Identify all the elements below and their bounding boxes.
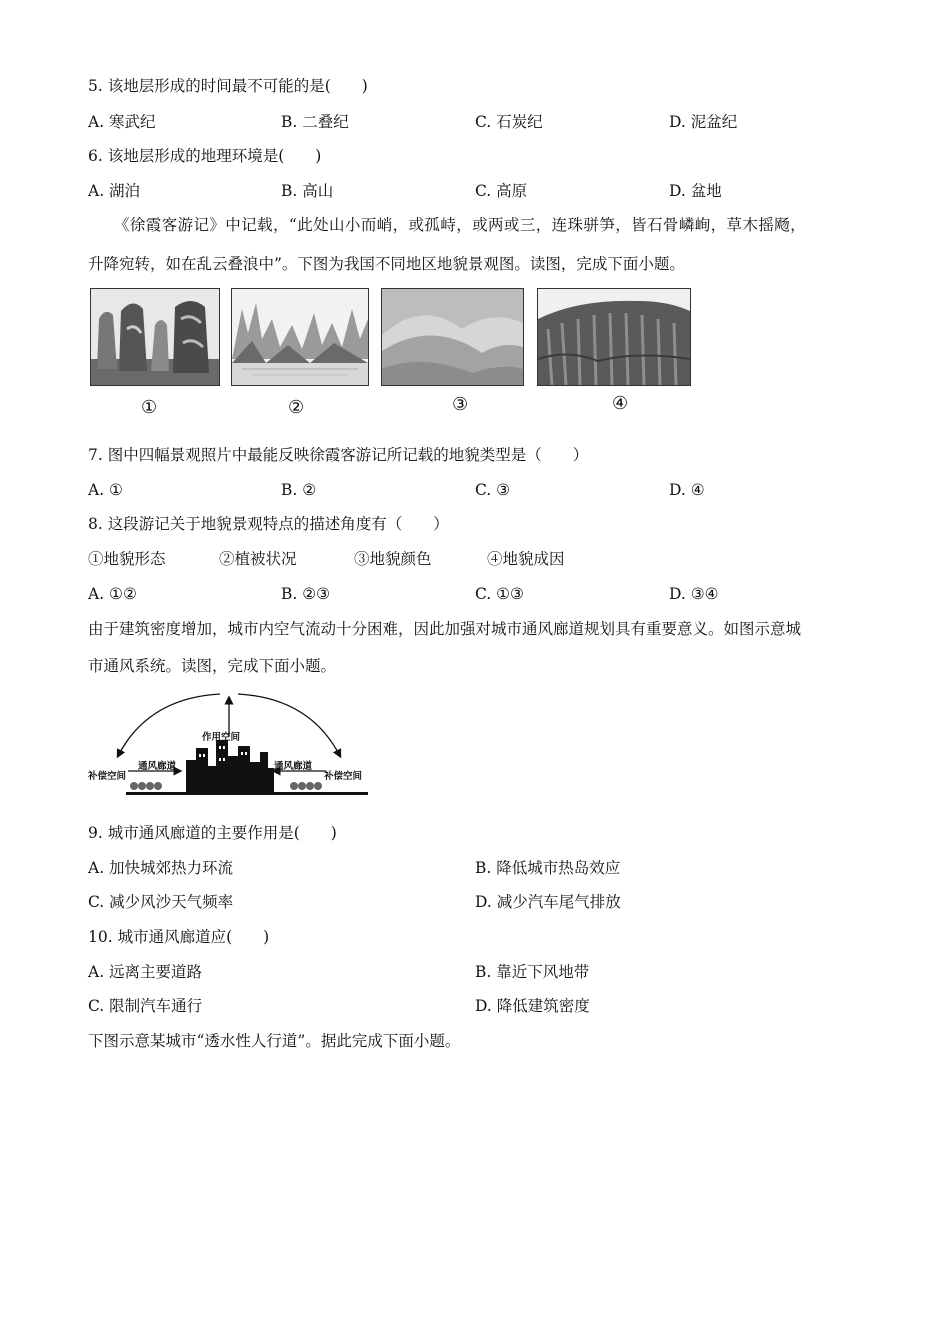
right-arc-arrow [238, 694, 340, 756]
q8-option-a: A. ①② [88, 585, 137, 603]
q8-item-3: ③地貌颜色 [354, 550, 432, 568]
ventilation-diagram [88, 686, 380, 798]
trees-left [130, 782, 162, 790]
q7-option-a: A. ① [88, 481, 123, 499]
landform-photo-3 [381, 288, 524, 386]
q10-option-a: A. 远离主要道路 [88, 963, 203, 981]
right-compensation-label: 补偿空间 [324, 771, 363, 782]
q8-item-2: ②植被状况 [219, 550, 297, 568]
landform-photo-2 [231, 288, 369, 386]
q10-option-d: D. 降低建筑密度 [475, 997, 590, 1015]
q8-stem: 8. 这段游记关于地貌景观特点的描述角度有（ ） [88, 515, 449, 533]
q5-option-b: B. 二叠纪 [281, 113, 349, 131]
q6-option-b: B. 高山 [281, 182, 334, 200]
passage2-line1: 由于建筑密度增加，城市内空气流动十分困难，因此加强对城市通风廊道规划具有重要意义。如图示意城 [88, 620, 802, 638]
landform-photo-1 [90, 288, 220, 386]
q9-stem: 9. 城市通风廊道的主要作用是( ) [88, 824, 337, 842]
q7-option-c: C. ③ [475, 481, 511, 499]
q8-option-b: B. ②③ [281, 585, 331, 603]
q9-option-d: D. 减少汽车尾气排放 [475, 893, 621, 911]
q8-option-d: D. ③④ [669, 585, 719, 603]
action-space-label: 作用空间 [202, 732, 241, 743]
q5-stem: 5. 该地层形成的时间最不可能的是( ) [88, 77, 368, 95]
q10-option-b: B. 靠近下风地带 [475, 963, 590, 981]
photo-label-3: ③ [452, 394, 469, 415]
q8-item-4: ④地貌成因 [487, 550, 565, 568]
q6-option-c: C. 高原 [475, 182, 528, 200]
q6-stem: 6. 该地层形成的地理环境是( ) [88, 147, 322, 165]
q10-option-c: C. 限制汽车通行 [88, 997, 203, 1015]
q10-stem: 10. 城市通风廊道应( ) [88, 928, 270, 946]
photo-label-1: ① [141, 397, 158, 418]
q8-option-c: C. ①③ [475, 585, 524, 603]
passage3-line1: 下图示意某城市“透水性人行道”。据此完成下面小题。 [88, 1032, 461, 1050]
q7-option-d: D. ④ [669, 481, 705, 499]
q7-stem: 7. 图中四幅景观照片中最能反映徐霞客游记所记载的地貌类型是（ ） [88, 446, 589, 464]
q8-item-1: ①地貌形态 [88, 550, 166, 568]
q6-option-d: D. 盆地 [669, 182, 722, 200]
left-corridor-label: 通风廊道 [138, 761, 177, 772]
city-skyline [186, 740, 274, 792]
photo-label-4: ④ [612, 393, 629, 414]
right-corridor-label: 通风廊道 [274, 761, 313, 772]
landform-photo-4 [537, 288, 691, 386]
passage2-line2: 市通风系统。读图，完成下面小题。 [88, 657, 337, 675]
left-arc-arrow [118, 694, 220, 756]
trees-right [290, 782, 322, 790]
q9-option-b: B. 降低城市热岛效应 [475, 859, 621, 877]
q9-option-c: C. 减少风沙天气频率 [88, 893, 234, 911]
q5-option-d: D. 泥盆纪 [669, 113, 738, 131]
q7-option-b: B. ② [281, 481, 317, 499]
q5-option-a: A. 寒武纪 [88, 113, 156, 131]
q9-option-a: A. 加快城郊热力环流 [88, 859, 234, 877]
passage1-line1: 《徐霞客游记》中记载，“此处山小而峭，或孤峙，或两或三，连珠骈笋，皆石骨嶙峋，草木摇飏， [114, 216, 807, 234]
passage1-line2: 升降宛转，如在乱云叠浪中”。下图为我国不同地区地貌景观图。读图，完成下面小题。 [88, 255, 685, 273]
photo-label-2: ② [288, 397, 305, 418]
left-compensation-label: 补偿空间 [88, 771, 127, 782]
q6-option-a: A. 湖泊 [88, 182, 141, 200]
q5-option-c: C. 石炭纪 [475, 113, 543, 131]
